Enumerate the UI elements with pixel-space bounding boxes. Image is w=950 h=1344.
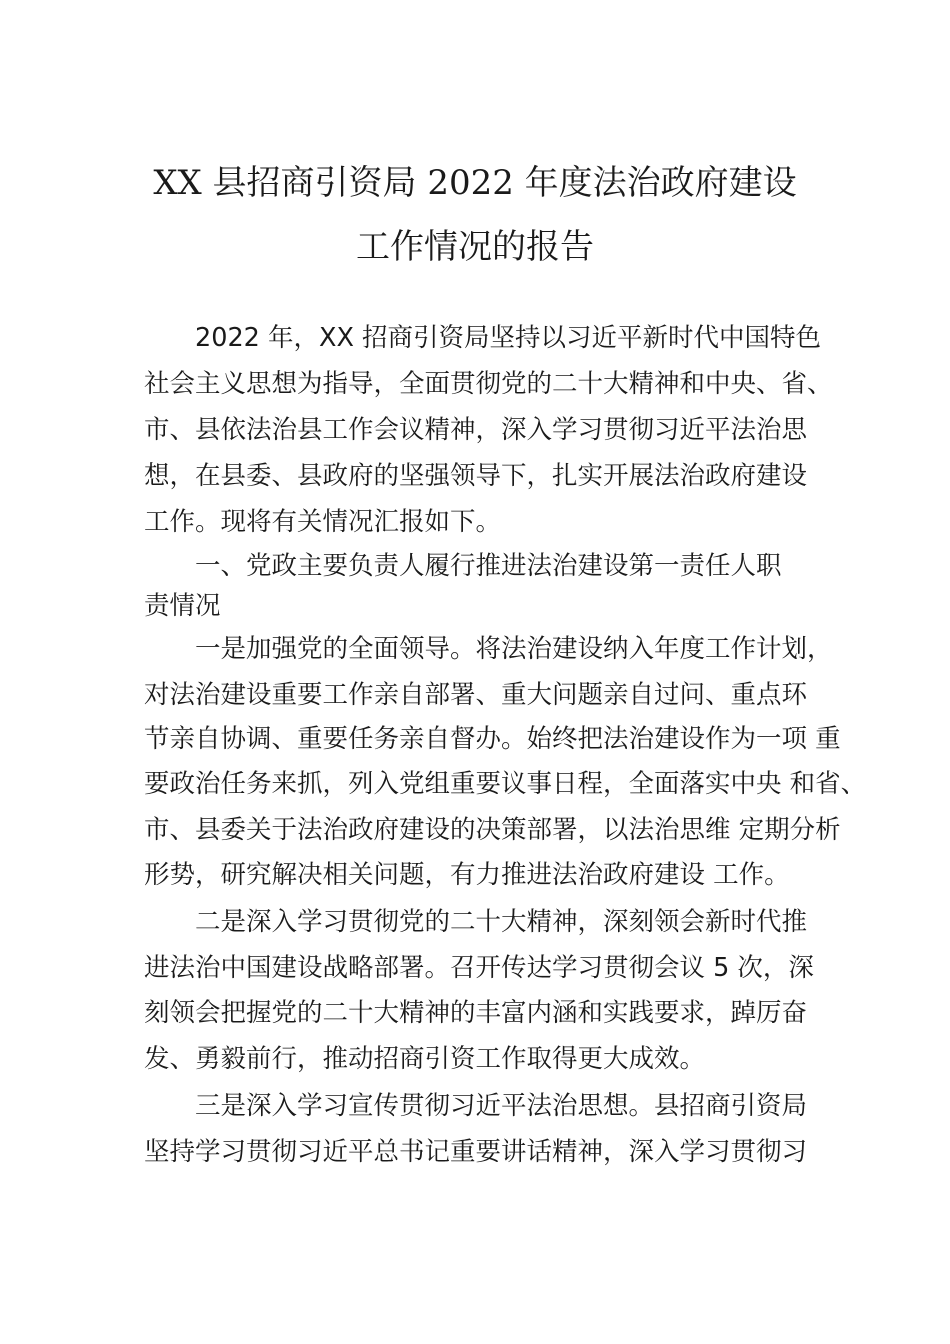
- paragraph-3-line-2: 进法治中国建设战略部署。召开传达学习贯彻会议 5 次，深: [144, 953, 814, 983]
- paragraph-3-line-4: 发、勇毅前行，推动招商引资工作取得更大成效。: [144, 1044, 706, 1074]
- paragraph-3-line-3: 刻领会把握党的二十大精神的丰富内涵和实践要求，踔厉奋: [144, 998, 808, 1028]
- section-heading-line-2: 责情况: [144, 591, 221, 621]
- paragraph-2-line-6: 形势，研究解决相关问题，有力推进法治政府建设 工作。: [144, 860, 790, 890]
- paragraph-2-line-2: 对法治建设重要工作亲自部署、重大问题亲自过问、重点环: [144, 680, 808, 710]
- paragraph-4-line-1: 三是深入学习宣传贯彻习近平法治思想。县招商引资局: [195, 1091, 808, 1121]
- paragraph-2-line-3: 节亲自协调、重要任务亲自督办。始终把法治建设作为一项 重: [144, 724, 841, 754]
- paragraph-2-line-4: 要政治任务来抓，列入党组重要议事日程，全面落实中央 和省、: [144, 769, 867, 799]
- paragraph-1-line-3: 市、县依法治县工作会议精神，深入学习贯彻习近平法治思: [144, 415, 808, 445]
- paragraph-1-line-4: 想，在县委、县政府的坚强领导下，扎实开展法治政府建设: [144, 461, 808, 491]
- paragraph-1-line-5: 工作。现将有关情况汇报如下。: [144, 507, 502, 537]
- paragraph-1-line-1: 2022 年，XX 招商引资局坚持以习近平新时代中国特色: [195, 323, 822, 353]
- paragraph-2-line-5: 市、县委关于法治政府建设的决策部署，以法治思维 定期分析: [144, 815, 841, 845]
- paragraph-4-line-2: 坚持学习贯彻习近平总书记重要讲话精神，深入学习贯彻习: [144, 1137, 808, 1167]
- paragraph-2-line-1: 一是加强党的全面领导。将法治建设纳入年度工作计划，: [195, 634, 833, 664]
- title-line-1: XX 县招商引资局 2022 年度法治政府建设: [153, 163, 797, 203]
- paragraph-1-line-2: 社会主义思想为指导，全面贯彻党的二十大精神和中央、省、: [144, 369, 833, 399]
- title-line-2: 工作情况的报告: [356, 227, 594, 267]
- paragraph-3-line-1: 二是深入学习贯彻党的二十大精神，深刻领会新时代推: [195, 907, 808, 937]
- section-heading-line-1: 一、党政主要负责人履行推进法治建设第一责任人职: [195, 551, 782, 581]
